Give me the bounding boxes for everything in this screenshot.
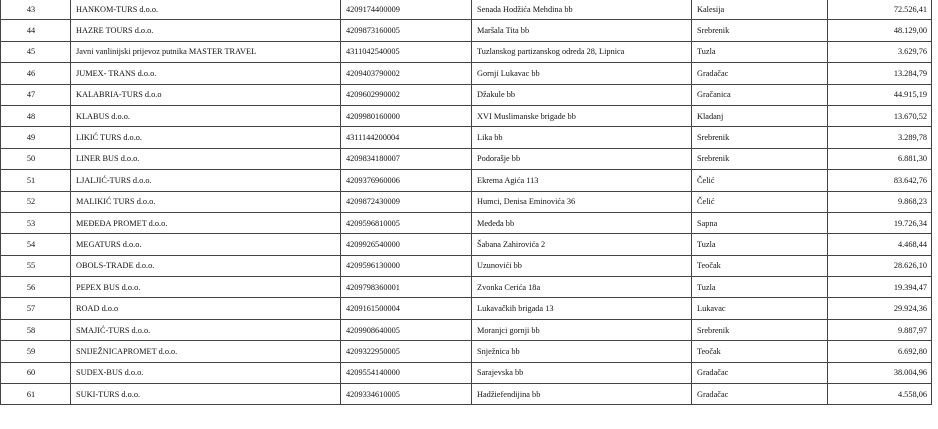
company-name-cell: KALABRIA-TURS d.o.o [71, 84, 341, 105]
table-row [1, 212, 932, 233]
amount-cell: 19.726,34 [828, 212, 932, 233]
tax-id-cell: 4209403790002 [341, 63, 472, 84]
tax-id-cell: 4209873160005 [341, 20, 472, 41]
city-cell: Srebrenik [692, 148, 828, 169]
table-row [1, 319, 932, 340]
city-cell: Čelić [692, 191, 828, 212]
address-cell: XVI Muslimanske brigade bb [472, 105, 692, 126]
row-number-cell: 53 [1, 212, 71, 233]
city-cell: Gračanica [692, 84, 828, 105]
company-name-cell: PEPEX BUS d.o.o. [71, 277, 341, 298]
city-cell: Srebrenik [692, 20, 828, 41]
city-cell: Kalesija [692, 0, 828, 20]
company-name-cell: Javni vanlinijski prijevoz putnika MASTER TRAVEL [71, 41, 341, 62]
address-cell: Humci, Denisa Eminovića 36 [472, 191, 692, 212]
tax-id-cell: 4209554140000 [341, 362, 472, 383]
address-cell: Podorašje bb [472, 148, 692, 169]
table-row [1, 63, 932, 84]
company-name-cell: LJALJIĆ-TURS d.o.o. [71, 170, 341, 191]
city-cell: Kladanj [692, 105, 828, 126]
address-cell: Šabana Zahirovića 2 [472, 234, 692, 255]
city-cell: Gradačac [692, 384, 828, 405]
row-number-cell: 61 [1, 384, 71, 405]
address-cell: Senada Hodžića Mehdina bb [472, 0, 692, 20]
table-row [1, 362, 932, 383]
table-row [1, 384, 932, 405]
row-number-cell: 54 [1, 234, 71, 255]
amount-cell: 29.924,36 [828, 298, 932, 319]
amount-cell: 9.868,23 [828, 191, 932, 212]
address-cell: Hadžiefendijina bb [472, 384, 692, 405]
tax-id-cell: 4209834180007 [341, 148, 472, 169]
row-number-cell: 49 [1, 127, 71, 148]
city-cell: Lukavac [692, 298, 828, 319]
company-name-cell: LINER BUS d.o.o. [71, 148, 341, 169]
table-row [1, 298, 932, 319]
row-number-cell: 44 [1, 20, 71, 41]
amount-cell: 3.289,78 [828, 127, 932, 148]
row-number-cell: 56 [1, 277, 71, 298]
address-cell: Maršala Tita bb [472, 20, 692, 41]
table-row [1, 84, 932, 105]
tax-id-cell: 4311042540005 [341, 41, 472, 62]
amount-cell: 4.558,06 [828, 384, 932, 405]
city-cell: Teočak [692, 255, 828, 276]
tax-id-cell: 4209161500004 [341, 298, 472, 319]
tax-id-cell: 4209980160000 [341, 105, 472, 126]
table-row [1, 127, 932, 148]
company-name-cell: SUDEX-BUS d.o.o. [71, 362, 341, 383]
row-number-cell: 58 [1, 319, 71, 340]
city-cell: Srebrenik [692, 127, 828, 148]
amount-cell: 38.004,96 [828, 362, 932, 383]
address-cell: Sarajevska bb [472, 362, 692, 383]
table-row [1, 277, 932, 298]
city-cell: Gradačac [692, 362, 828, 383]
company-name-cell: JUMEX- TRANS d.o.o. [71, 63, 341, 84]
address-cell: Snježnica bb [472, 341, 692, 362]
table-body [1, 0, 932, 405]
table-row [1, 170, 932, 191]
table-row [1, 0, 932, 20]
row-number-cell: 60 [1, 362, 71, 383]
row-number-cell: 51 [1, 170, 71, 191]
company-name-cell: HANKOM-TURS d.o.o. [71, 0, 341, 20]
amount-cell: 44.915,19 [828, 84, 932, 105]
table-row [1, 341, 932, 362]
tax-id-cell: 4209596130000 [341, 255, 472, 276]
address-cell: Gornji Lukavac bb [472, 63, 692, 84]
company-name-cell: SMAJIĆ-TURS d.o.o. [71, 319, 341, 340]
table-row [1, 148, 932, 169]
company-name-cell: LIKIĆ TURS d.o.o. [71, 127, 341, 148]
amount-cell: 3.629,76 [828, 41, 932, 62]
tax-id-cell: 4209334610005 [341, 384, 472, 405]
table-row [1, 234, 932, 255]
address-cell: Lika bb [472, 127, 692, 148]
city-cell: Sapna [692, 212, 828, 233]
amount-cell: 9.887,97 [828, 319, 932, 340]
amount-cell: 4.468,44 [828, 234, 932, 255]
tax-id-cell: 4209376960006 [341, 170, 472, 191]
table-row [1, 255, 932, 276]
tax-id-cell: 4209798360001 [341, 277, 472, 298]
amount-cell: 72.526,41 [828, 0, 932, 20]
company-name-cell: SUKI-TURS d.o.o. [71, 384, 341, 405]
company-name-cell: ROAD d.o.o [71, 298, 341, 319]
row-number-cell: 48 [1, 105, 71, 126]
address-cell: Ekrema Agića 113 [472, 170, 692, 191]
address-cell: Moranjci gornji bb [472, 319, 692, 340]
city-cell: Tuzla [692, 41, 828, 62]
address-cell: Zvonka Cerića 18a [472, 277, 692, 298]
company-name-cell: SNIJEŽNICAPROMET d.o.o. [71, 341, 341, 362]
row-number-cell: 43 [1, 0, 71, 20]
row-number-cell: 57 [1, 298, 71, 319]
address-cell: Uzunovići bb [472, 255, 692, 276]
row-number-cell: 50 [1, 148, 71, 169]
row-number-cell: 45 [1, 41, 71, 62]
city-cell: Gradačac [692, 63, 828, 84]
company-name-cell: OBOLS-TRADE d.o.o. [71, 255, 341, 276]
row-number-cell: 59 [1, 341, 71, 362]
company-name-cell: MEGATURS d.o.o. [71, 234, 341, 255]
tax-id-cell: 4209602990002 [341, 84, 472, 105]
amount-cell: 83.642,76 [828, 170, 932, 191]
tax-id-cell: 4209596810005 [341, 212, 472, 233]
tax-id-cell: 4209926540000 [341, 234, 472, 255]
row-number-cell: 52 [1, 191, 71, 212]
address-cell: Džakule bb [472, 84, 692, 105]
address-cell: Lukavačkih brigada 13 [472, 298, 692, 319]
address-cell: Međeđa bb [472, 212, 692, 233]
address-cell: Tuzlanskog partizanskog odreda 28, Lipnica [472, 41, 692, 62]
amount-cell: 13.284,79 [828, 63, 932, 84]
row-number-cell: 46 [1, 63, 71, 84]
table-row [1, 20, 932, 41]
company-name-cell: HAZRE TOURS d.o.o. [71, 20, 341, 41]
table-row [1, 41, 932, 62]
tax-id-cell: 4209322950005 [341, 341, 472, 362]
city-cell: Čelić [692, 170, 828, 191]
table-row [1, 105, 932, 126]
amount-cell: 19.394,47 [828, 277, 932, 298]
tax-id-cell: 4209872430009 [341, 191, 472, 212]
tax-id-cell: 4209908640005 [341, 319, 472, 340]
city-cell: Teočak [692, 341, 828, 362]
amount-cell: 6.881,30 [828, 148, 932, 169]
company-name-cell: MEĐEĐA PROMET d.o.o. [71, 212, 341, 233]
amount-cell: 6.692,80 [828, 341, 932, 362]
row-number-cell: 47 [1, 84, 71, 105]
city-cell: Srebrenik [692, 319, 828, 340]
tax-id-cell: 4311144200004 [341, 127, 472, 148]
company-name-cell: KLABUS d.o.o. [71, 105, 341, 126]
city-cell: Tuzla [692, 234, 828, 255]
tax-id-cell: 4209174400009 [341, 0, 472, 20]
company-name-cell: MALIKIĆ TURS d.o.o. [71, 191, 341, 212]
row-number-cell: 55 [1, 255, 71, 276]
amount-cell: 13.670,52 [828, 105, 932, 126]
city-cell: Tuzla [692, 277, 828, 298]
amount-cell: 48.129,00 [828, 20, 932, 41]
amount-cell: 28.626,10 [828, 255, 932, 276]
table-row [1, 191, 932, 212]
